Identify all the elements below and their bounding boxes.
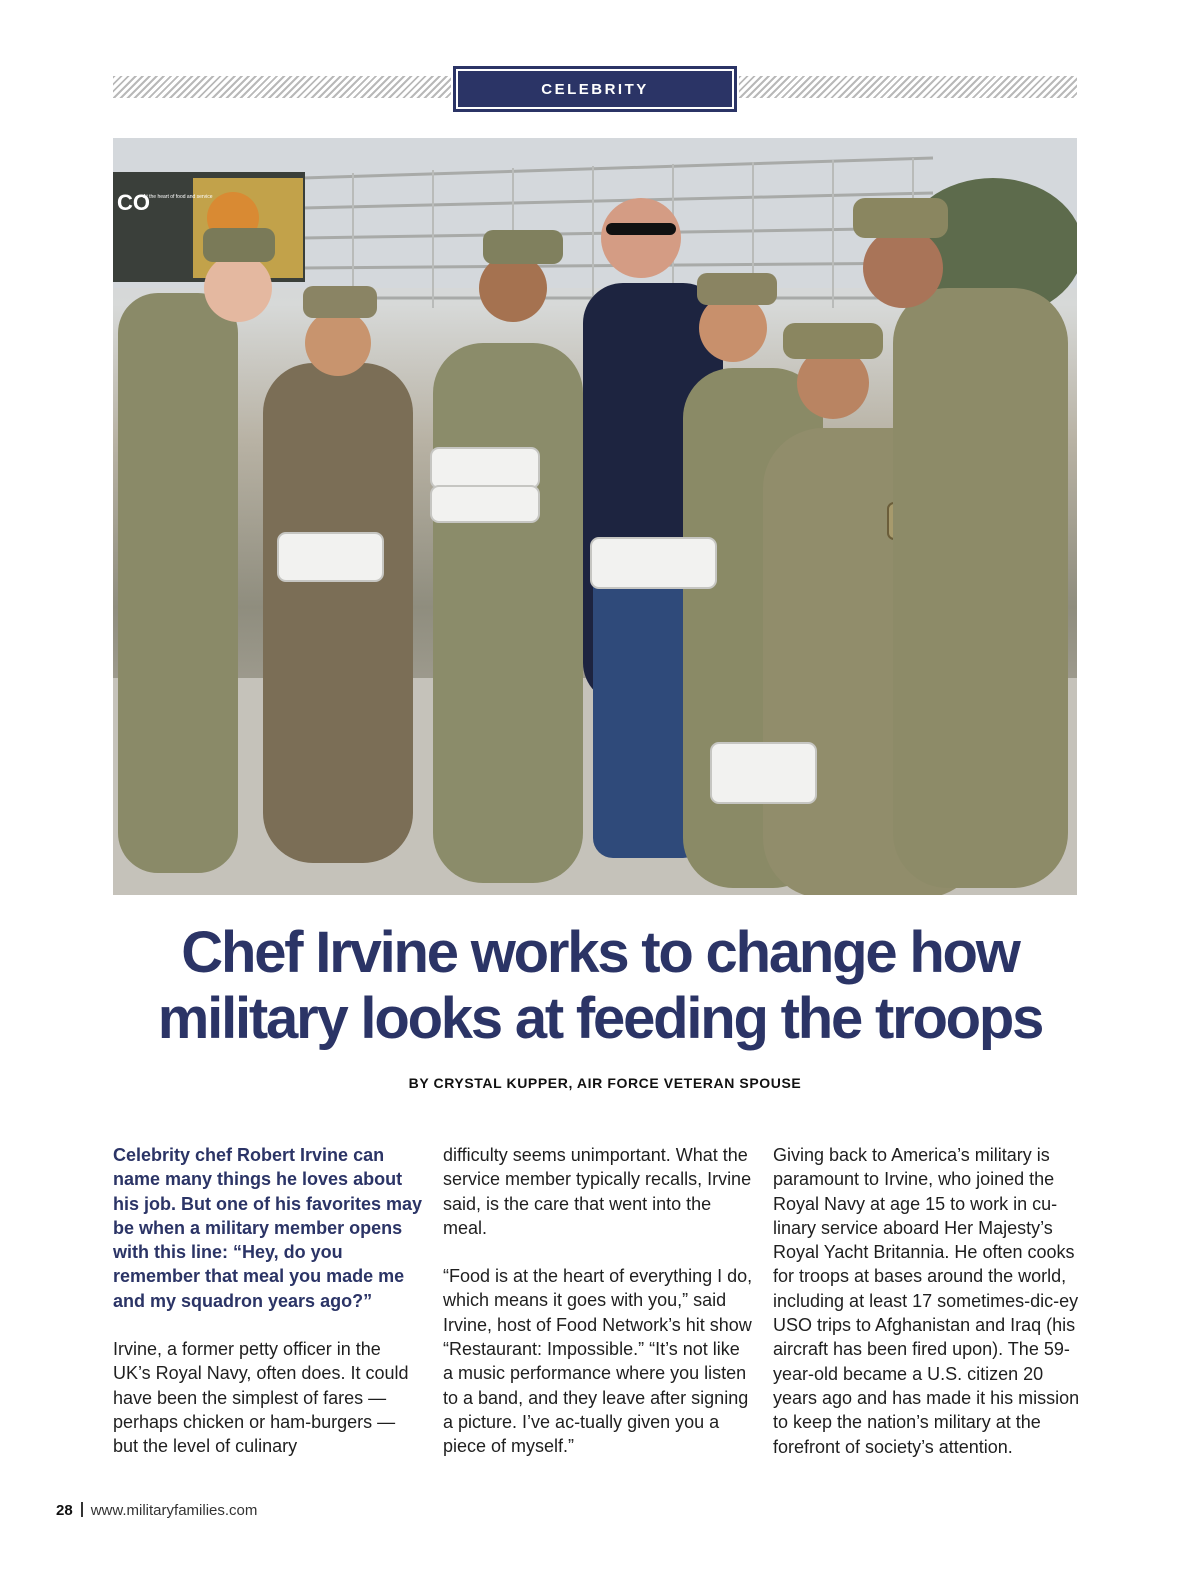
section-label: CELEBRITY bbox=[453, 66, 737, 112]
body-paragraph: “Food is at the heart of everything I do, which means it goes with you,” said Irvine, host of Food Network’s hit show “Restaurant: Impossible.” “It’s not like a music performance where you listen to a band, and they leave after signing a picture. I’ve ac-tually given you a piece of myself.” bbox=[443, 1266, 753, 1457]
article-column-3 bbox=[773, 1143, 1083, 1483]
page-footer bbox=[56, 1502, 257, 1519]
headline-line-1: Chef Irvine works to change how bbox=[181, 920, 1019, 985]
footer-divider bbox=[81, 1502, 83, 1517]
article-photo bbox=[113, 138, 1077, 895]
body-paragraph: Giving back to America’s military is paramount to Irvine, who joined the Royal Navy at age 15 to work in cu-linary service aboard Her Majesty’s Royal Yacht Britannia. He often cooks for troops at bases around the world, including at least 17 sometimes-dic-ey USO trips to Afghanistan and Iraq (his aircraft has been fired upon). The 59-year-old became a U.S. citizen 20 years ago and has made it his mission to keep the nation’s military at the forefront of society’s attention. bbox=[773, 1145, 1080, 1457]
body-paragraph: Irvine, a former petty officer in the UK’s Royal Navy, often does. It could have been the simplest of fares — perhaps chicken or ham-burgers — but the level of culinary bbox=[113, 1339, 409, 1457]
article-column-1 bbox=[113, 1143, 423, 1483]
footer-url[interactable]: www.militaryfamilies.com bbox=[90, 1502, 258, 1519]
page-number: 28 bbox=[56, 1502, 73, 1519]
banner-text: CO bbox=[117, 190, 150, 215]
lead-paragraph: Celebrity chef Robert Irvine can name many things he loves about his job. But one of his favorites may be when a military member opens with this line: “Hey, do you remember that meal you made me and my squadron years ago?” bbox=[113, 1145, 423, 1311]
headline-line-2: military looks at feeding the troops bbox=[157, 986, 1043, 1051]
body-paragraph: difficulty seems unimportant. What the service member typically recalls, Irvine said, is the care that went into the meal. bbox=[443, 1145, 752, 1238]
hatch-divider-right bbox=[739, 76, 1077, 98]
photo-illustration bbox=[113, 138, 1077, 895]
article-headline bbox=[60, 920, 1140, 1052]
section-header bbox=[113, 66, 1077, 112]
article-column-2 bbox=[443, 1143, 753, 1483]
byline: BY CRYSTAL KUPPER, AIR FORCE VETERAN SPOUSE bbox=[408, 1075, 802, 1091]
hatch-divider-left bbox=[113, 76, 451, 98]
banner-small-text: At the heart of food and service bbox=[143, 194, 213, 200]
